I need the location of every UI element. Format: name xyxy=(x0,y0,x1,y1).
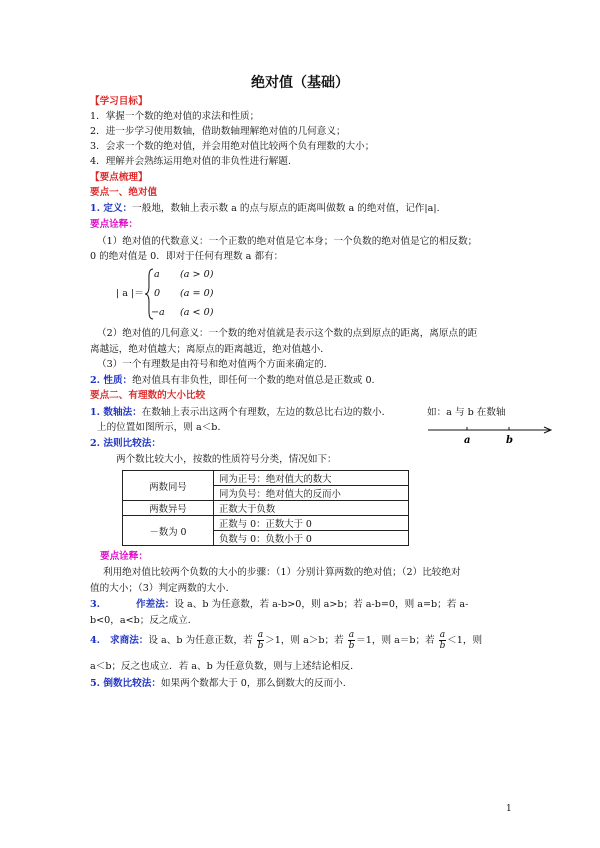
difference-method xyxy=(90,598,468,611)
axis-label-a: a xyxy=(464,435,471,446)
fraction-denominator: b xyxy=(348,641,355,651)
table-row xyxy=(123,516,409,531)
table-cell-right: 正数大于负数 xyxy=(214,501,409,516)
number-line-method xyxy=(90,406,391,419)
method4-text-c: ＝1，则 a＝b；若 xyxy=(356,635,435,646)
method4-text-cont: a＜b；反之也成立．若 a、b 为任意负数，则与上述结论相反． xyxy=(90,661,360,672)
definition-text: 一般地，数轴上表示数 a 的点与原点的距离叫做数 a 的绝对值，记作|a|. xyxy=(132,203,440,214)
table-cell-right: 同为负号：绝对值大的反而小 xyxy=(214,486,409,501)
formula-lhs: | a |＝ xyxy=(116,288,144,299)
geometric-meaning-cont: 离越远，绝对值越大；离原点的距离越近，绝对值越小． xyxy=(90,344,330,355)
objective-item: 1．掌握一个数的绝对值的求法和性质； xyxy=(90,111,260,122)
number-line xyxy=(428,424,554,452)
point1-heading: 要点一、绝对值 xyxy=(90,187,158,198)
method5-label: 5. 倒数比较法： xyxy=(90,678,161,689)
table-cell-right: 同为正号：绝对值大的数大 xyxy=(214,471,409,486)
summary-header: 【要点梳理】 xyxy=(90,172,148,183)
fraction-a-over-b xyxy=(439,630,446,651)
case-expr: 0 xyxy=(154,288,161,299)
objective-item: 2．进一步学习使用数轴，借助数轴理解绝对值的几何意义； xyxy=(90,126,346,137)
method4-text-d: ＜1，则 xyxy=(447,635,483,646)
objectives-header: 【学习目标】 xyxy=(90,96,148,107)
fraction-numerator: a xyxy=(257,630,264,640)
method4-number: 4. xyxy=(90,635,101,646)
table-row xyxy=(123,501,409,516)
table-cell-left: 两数异号 xyxy=(123,501,214,516)
fraction-a-over-b xyxy=(348,630,355,651)
method1-text-cont: 上的位置如图所示，则 a＜b． xyxy=(97,422,228,433)
case-cond: (a < 0) xyxy=(180,307,214,318)
table-row xyxy=(123,471,409,486)
comparison-table xyxy=(122,470,409,546)
objective-item: 3．会求一个数的绝对值，并会用绝对值比较两个负有理数的大小； xyxy=(90,141,375,152)
fraction-a-over-b xyxy=(257,630,264,651)
point2-heading: 要点二、有理数的大小比较 xyxy=(90,390,206,401)
method2-intro: 两个数比较大小，按数的性质符号分类，情况如下： xyxy=(116,454,337,465)
definition-line xyxy=(90,202,440,215)
fraction-numerator: a xyxy=(348,630,355,640)
reciprocal-method xyxy=(90,677,346,690)
geometric-meaning: （2）绝对值的几何意义：一个数的绝对值就是表示这个数的点到原点的距离，离原点的距 xyxy=(97,328,478,339)
axis-label-b: b xyxy=(506,435,513,446)
property-text: 绝对值具有非负性，即任何一个数的绝对值总是正数或 0. xyxy=(132,375,375,386)
method1-label: 1. 数轴法： xyxy=(90,407,142,418)
table-cell-right: 负数与 0：负数小于 0 xyxy=(214,531,409,546)
algebraic-meaning: （1）绝对值的代数意义：一个正数的绝对值是它本身；一个负数的绝对值是它的相反数； xyxy=(97,236,478,247)
method4-text-b: ＞1，则 a＞b；若 xyxy=(265,635,344,646)
method5-text: 如果两个数都大于 0，那么倒数大的反而小. xyxy=(160,678,346,689)
method4-text-a: 设 a、b 为任意正数，若 xyxy=(148,635,253,646)
property-label: 2. 性质： xyxy=(90,375,133,386)
algebraic-meaning-cont: 0 的绝对值是 0．即对于任何有理数 a 都有： xyxy=(90,251,284,262)
objective-item: 4．理解并会熟练运用绝对值的非负性进行解题. xyxy=(90,156,292,167)
method3-text: 设 a、b 为任意数，若 a-b>0，则 a>b；若 a-b=0，则 a=b；若 a- xyxy=(174,599,469,610)
note-label: 要点诠释： xyxy=(90,219,138,230)
method4-label: 求商法： xyxy=(110,635,149,646)
method3-text-cont: b<0，a<b；反之成立． xyxy=(90,615,198,626)
method2-label: 2. 法则比较法： xyxy=(90,438,161,449)
sign-and-value: （3）一个有理数是由符号和绝对值两个方面来确定的． xyxy=(97,359,334,370)
case-expr: −a xyxy=(151,307,165,318)
quotient-method xyxy=(90,630,482,652)
definition-label: 1. 定义： xyxy=(90,203,133,214)
negative-compare-note: 利用绝对值比较两个负数的大小的步骤：（1）分别计算两数的绝对值；（2）比较绝对 xyxy=(103,567,461,578)
method3-number: 3. xyxy=(90,599,101,610)
method1-example: 如：a 与 b 在数轴 xyxy=(427,407,506,418)
page-title: 绝对值（基础） xyxy=(251,75,349,91)
table-cell-left: 两数同号 xyxy=(123,471,214,501)
note-label-2: 要点诠释： xyxy=(100,551,148,562)
case-expr: a xyxy=(154,269,160,280)
table-cell-right: 正数与 0：正数大于 0 xyxy=(214,516,409,531)
method1-text: 在数轴上表示出这两个有理数，左边的数总比右边的数小． xyxy=(141,407,392,418)
fraction-denominator: b xyxy=(257,641,264,651)
page-number: 1 xyxy=(506,804,512,814)
fraction-denominator: b xyxy=(439,641,446,651)
case-cond: (a > 0) xyxy=(180,269,214,280)
method3-label: 作差法： xyxy=(136,599,175,610)
case-cond: (a = 0) xyxy=(180,288,214,299)
table-cell-left: －数为 0 xyxy=(123,516,214,546)
property-line xyxy=(90,374,375,387)
fraction-numerator: a xyxy=(439,630,446,640)
negative-compare-note-cont: 值的大小；（3）判定两数的大小． xyxy=(90,583,236,594)
